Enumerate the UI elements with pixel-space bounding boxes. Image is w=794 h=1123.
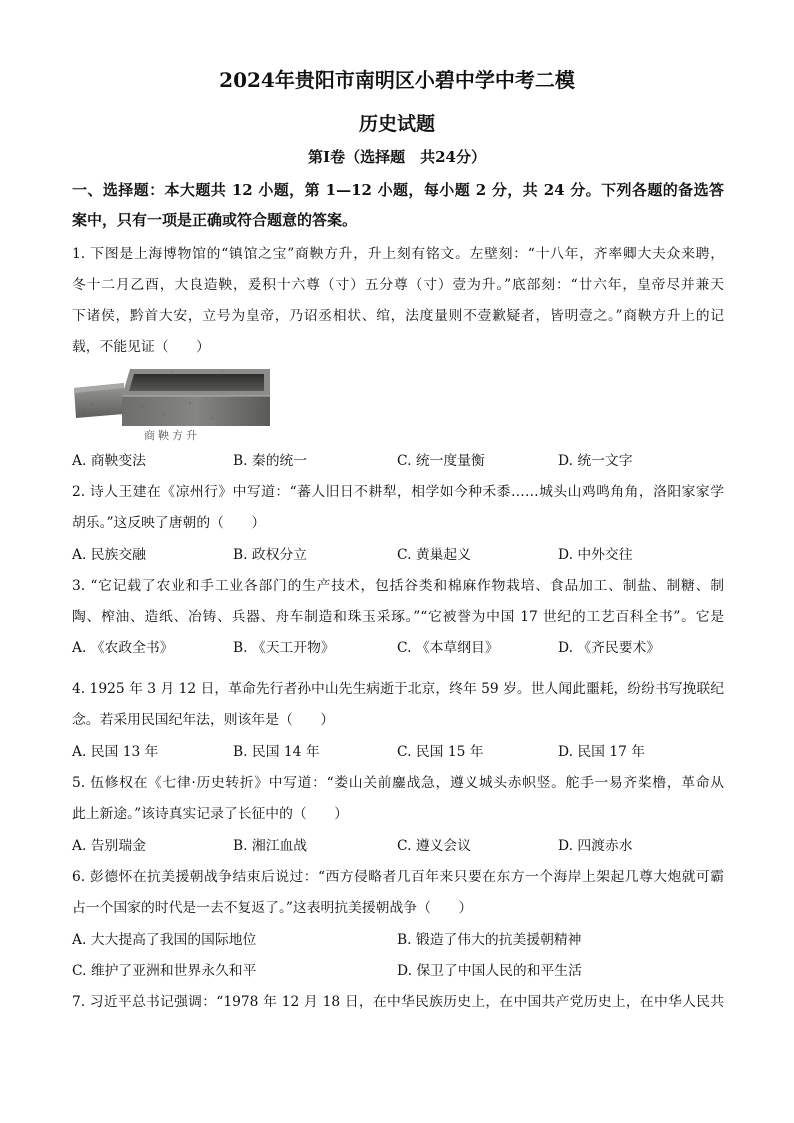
question-text-line: 4. 1925 年 3 月 12 日，革命先行者孙中山先生病逝于北京，终年 59 岁。世人闻此噩耗，纷纷书写挽联纪 [72, 681, 724, 697]
question-text-line: 念。若采用民国纪年法，则该年是（ ） [72, 712, 335, 728]
option-a: A. 大大提高了我国的国际地位 [72, 932, 257, 948]
vessel-front [122, 396, 270, 426]
section-instruction-line: 案中，只有一项是正确或符合题意的答案。 [72, 211, 358, 229]
section-instruction-line: 一、选择题：本大题共 12 小题，第 1—12 小题，每小题 2 分，共 24 分。下列各题的备选答 [72, 181, 724, 199]
option-b: B. 《天工开物》 [233, 640, 335, 656]
question-text-line: 7. 习近平总书记强调：“1978 年 12 月 18 日，在中华民族历史上，在中国共产党历史上，在中华人民共 [72, 994, 724, 1010]
option-a: A. 商鞅变法 [72, 453, 146, 469]
option-d: D. 《齐民要术》 [558, 640, 661, 656]
option-a: A. 民族交融 [72, 547, 146, 563]
option-c: C. 《本草纲目》 [397, 640, 499, 656]
question-text-line: 1. 下图是上海博物馆的“镇馆之宝”商鞅方升，升上刻有铭文。左壁刻：“十八年，齐率卿大夫众来聘， [72, 246, 724, 262]
exam-title: 2024年贵阳市南明区小碧中学中考二模 [219, 68, 575, 92]
option-a: A. 告别瑞金 [72, 838, 146, 854]
exam-part-heading: 第Ⅰ卷（选择题 共24分） [308, 148, 486, 166]
question-text-line: 占一个国家的时代是一去不复返了。”这表明抗美援朝战争（ ） [72, 900, 473, 916]
question-text-line: 此上新途。”该诗真实记录了长征中的（ ） [72, 806, 349, 822]
option-b: B. 锻造了伟大的抗美援朝精神 [397, 932, 582, 948]
question-text-line: 冬十二月乙酉，大良造鞅，爰积十六尊（寸）五分尊（寸）壹为升。”底部刻：“廿六年，皇帝尽并兼天 [72, 277, 724, 293]
question-text-line: 下诸侯，黔首大安，立号为皇帝，乃诏丞相状、绾，法度量则不壹歉疑者，皆明壹之。”商鞅方升上的记 [72, 308, 724, 324]
option-c: C. 黄巢起义 [397, 547, 472, 563]
option-d: D. 民国 17 年 [558, 744, 646, 760]
option-c: C. 民国 15 年 [397, 744, 484, 760]
shang-yang-measure-figure [72, 366, 272, 428]
question-text-line: 2. 诗人王建在《凉州行》中写道：“蕃人旧日不耕犁，相学如今种禾黍……城头山鸡鸣角角，洛阳家家学 [72, 484, 724, 500]
question-text-line: 6. 彭德怀在抗美援朝战争结束后说过：“西方侵略者几百年来只要在东方一个海岸上架起几尊大炮就可霸 [72, 869, 724, 885]
option-d: D. 保卫了中国人民的和平生活 [397, 963, 582, 979]
option-c: C. 维护了亚洲和世界永久和平 [72, 963, 257, 979]
option-b: B. 民国 14 年 [233, 744, 320, 760]
option-d: D. 中外交往 [558, 547, 633, 563]
question-text-line: 胡乐。”这反映了唐朝的（ ） [72, 515, 266, 531]
question-text-line: 陶、榨油、造纸、冶铸、兵器、舟车制造和珠玉采琢。”“它被誉为中国 17 世纪的工艺百科全书”。它是 [72, 609, 724, 625]
option-b: B. 秦的统一 [233, 453, 308, 469]
option-d: D. 四渡赤水 [558, 838, 633, 854]
figure-caption: 商鞅方升 [144, 429, 200, 442]
option-c: C. 遵义会议 [397, 838, 472, 854]
option-c: C. 统一度量衡 [397, 453, 485, 469]
question-text-line: 载，不能见证（ ） [72, 339, 210, 355]
option-b: B. 政权分立 [233, 547, 308, 563]
question-text-line: 5. 伍修权在《七律·历史转折》中写道：“娄山关前鏖战急，遵义城头赤帜竖。舵手一易齐桨橹，革命从 [72, 775, 724, 791]
option-a: A. 民国 13 年 [72, 744, 159, 760]
option-a: A. 《农政全书》 [72, 640, 174, 656]
exam-subject: 历史试题 [358, 113, 435, 135]
option-b: B. 湘江血战 [233, 838, 308, 854]
question-text-line: 3. “它记载了农业和手工业各部门的生产技术，包括谷类和棉麻作物栽培、食品加工、制盐、制糖、制 [72, 578, 724, 594]
vessel-cavity [129, 374, 264, 391]
option-d: D. 统一文字 [558, 453, 633, 469]
